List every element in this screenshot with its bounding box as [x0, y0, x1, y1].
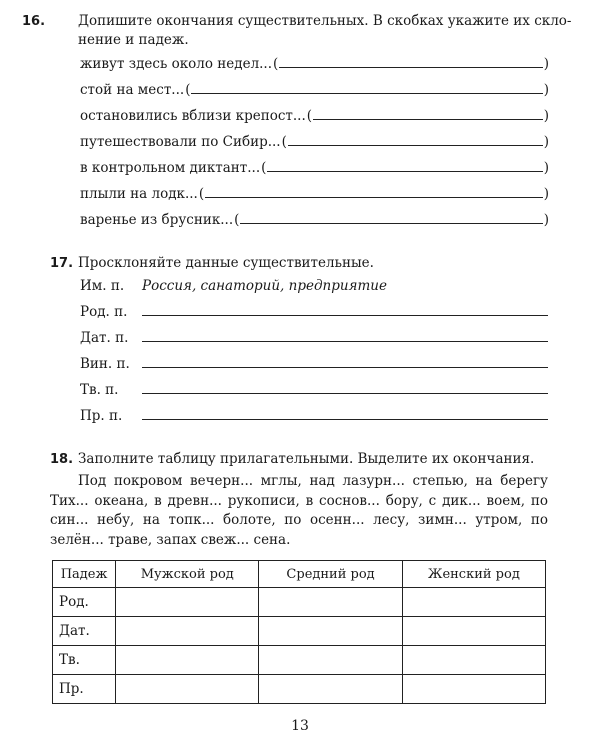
nouns-to-decline: Россия, санаторий, предприятие	[142, 278, 387, 294]
phrase: остановились вблизи крепост...	[80, 108, 306, 124]
answer-line[interactable]	[142, 419, 548, 420]
header-neuter: Средний род	[259, 561, 402, 588]
exercise-16-row	[80, 182, 550, 202]
exercise-16-row	[80, 156, 550, 176]
table-cell[interactable]	[116, 617, 259, 646]
phrase: в контрольном диктант...	[80, 160, 261, 176]
table-cell[interactable]	[402, 675, 545, 704]
case-row-instrumental	[80, 378, 548, 398]
exercise-16-number: 16.	[22, 14, 46, 29]
table-header-row	[53, 561, 546, 588]
answer-blank[interactable]	[240, 222, 542, 224]
open-paren: (	[234, 212, 240, 228]
exercise-16-instruction-line-2: нение и падеж.	[78, 32, 189, 48]
table-row	[53, 617, 546, 646]
table-cell[interactable]	[116, 588, 259, 617]
table-row	[53, 675, 546, 704]
table-cell[interactable]	[259, 675, 402, 704]
close-paren: )	[543, 212, 549, 228]
table-cell[interactable]	[402, 617, 545, 646]
table-cell[interactable]	[402, 588, 545, 617]
answer-blank[interactable]	[313, 118, 543, 120]
case-row-prepositional	[80, 404, 548, 424]
exercise-16-instruction-line-1: Допишите окончания существительных. В скобках укажите их скло-	[78, 13, 572, 29]
close-paren: )	[543, 160, 549, 176]
close-paren: )	[543, 134, 549, 150]
page-number: 13	[291, 718, 309, 734]
header-case: Падеж	[53, 561, 116, 588]
answer-line[interactable]	[142, 315, 548, 316]
phrase: живут здесь около недел...	[80, 56, 273, 72]
open-paren: (	[281, 134, 287, 150]
case-row-nominative	[80, 274, 548, 294]
answer-line[interactable]	[142, 367, 548, 368]
exercise-18-instruction: Заполните таблицу прилагательными. Выделите их окончания.	[78, 451, 535, 467]
row-label: Тв.	[53, 646, 116, 675]
case-row-genitive	[80, 300, 548, 320]
exercise-16-row	[80, 104, 550, 124]
table-cell[interactable]	[259, 617, 402, 646]
exercise-16-row	[80, 130, 550, 150]
open-paren: (	[261, 160, 267, 176]
header-masculine: Мужской род	[116, 561, 259, 588]
adjective-table	[52, 560, 546, 704]
answer-line[interactable]	[142, 341, 548, 342]
case-row-dative	[80, 326, 548, 346]
table-cell[interactable]	[116, 675, 259, 704]
answer-blank[interactable]	[191, 92, 542, 94]
open-paren: (	[185, 82, 191, 98]
exercise-16-row	[80, 208, 550, 228]
answer-blank[interactable]	[267, 170, 542, 172]
table-cell[interactable]	[402, 646, 545, 675]
answer-blank[interactable]	[205, 196, 543, 198]
row-label: Пр.	[53, 675, 116, 704]
case-label: Род. п.	[80, 304, 128, 320]
close-paren: )	[543, 108, 549, 124]
table-row	[53, 588, 546, 617]
table-cell[interactable]	[116, 646, 259, 675]
phrase: путешествовали по Сибир...	[80, 134, 281, 150]
exercise-16-row	[80, 52, 550, 72]
close-paren: )	[543, 56, 549, 72]
row-label: Род.	[53, 588, 116, 617]
exercise-17-number: 17.	[50, 256, 74, 271]
close-paren: )	[543, 186, 549, 202]
case-label: Пр. п.	[80, 408, 123, 424]
close-paren: )	[543, 82, 549, 98]
phrase: варенье из брусник...	[80, 212, 234, 228]
phrase: плыли на лодк...	[80, 186, 198, 202]
case-label: Дат. п.	[80, 330, 129, 346]
table-cell[interactable]	[259, 588, 402, 617]
case-label: Вин. п.	[80, 356, 130, 372]
exercise-18-number: 18.	[50, 452, 74, 467]
exercise-17-instruction: Просклоняйте данные существительные.	[78, 255, 374, 271]
answer-line[interactable]	[142, 393, 548, 394]
exercise-17-heading	[50, 254, 550, 273]
header-feminine: Женский род	[402, 561, 545, 588]
open-paren: (	[198, 186, 205, 202]
phrase: стой на мест...	[80, 82, 185, 98]
open-paren: (	[306, 108, 313, 124]
case-label: Им. п.	[80, 278, 125, 294]
exercise-16-heading	[22, 12, 578, 50]
table-row	[53, 646, 546, 675]
case-row-accusative	[80, 352, 548, 372]
answer-blank[interactable]	[288, 144, 543, 146]
exercise-18-heading	[50, 450, 550, 469]
answer-blank[interactable]	[279, 66, 542, 68]
table-cell[interactable]	[259, 646, 402, 675]
case-label: Тв. п.	[80, 382, 119, 398]
exercise-18-paragraph: Под покровом вечерн... мглы, над лазурн... степью, на берегу Тих... океана, в древн... рукописи, в соснов... бору, с дик... воем, по син... небу, на топк... болоте, по осенн... лесу, зимн... утром, по зелён... траве, запах свеж... сена.	[50, 473, 548, 548]
row-label: Дат.	[53, 617, 116, 646]
exercise-16-row	[80, 78, 550, 98]
open-paren: (	[273, 56, 279, 72]
